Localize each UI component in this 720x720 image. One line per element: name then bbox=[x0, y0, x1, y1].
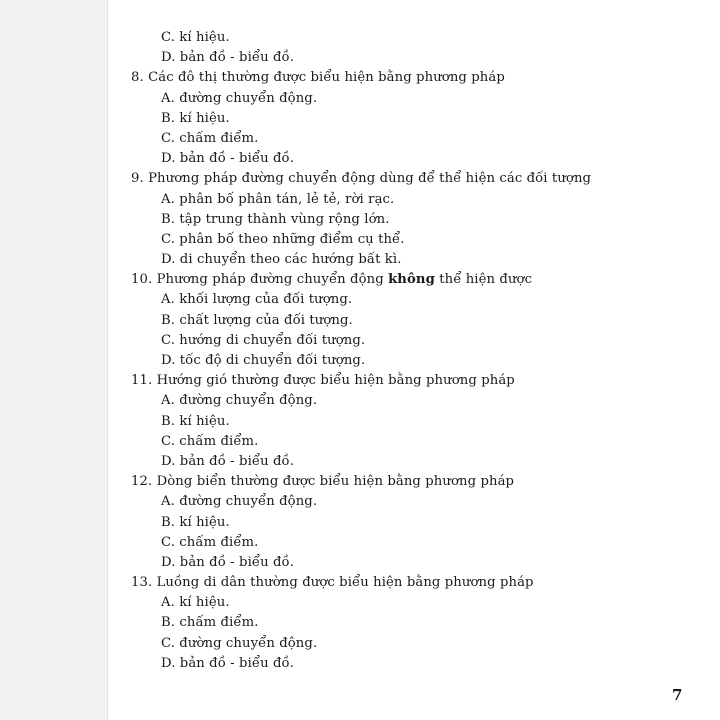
question-emphasis: không bbox=[388, 272, 435, 288]
answer-option: A. đường chuyển động. bbox=[161, 494, 318, 510]
question-text: 10. Phương pháp đường chuyển động bbox=[131, 272, 389, 288]
answer-option: D. bản đồ - biểu đồ. bbox=[161, 50, 294, 66]
answer-option: B. kí hiệu. bbox=[161, 413, 230, 429]
answer-option: B. kí hiệu. bbox=[161, 110, 230, 126]
answer-option: B. tập trung thành vùng rộng lớn. bbox=[161, 211, 390, 227]
answer-option: B. kí hiệu. bbox=[161, 514, 230, 530]
question-text: 8. Các đô thị thường được biểu hiện bằng phương pháp bbox=[131, 70, 505, 86]
question-block bbox=[131, 472, 691, 573]
question-text: thể hiện được bbox=[434, 272, 533, 288]
question-text: 12. Dòng biển thường được biểu hiện bằng phương pháp bbox=[131, 474, 515, 490]
answer-option: A. đường chuyển động. bbox=[161, 90, 318, 106]
answer-option: A. đường chuyển động. bbox=[161, 393, 318, 409]
answer-option: C. kí hiệu. bbox=[161, 30, 230, 45]
answer-option: D. bản đồ - biểu đồ. bbox=[161, 655, 294, 671]
question-stem bbox=[131, 68, 691, 88]
answer-option: C. phân bố theo những điểm cụ thể. bbox=[161, 231, 405, 247]
question-stem bbox=[131, 270, 691, 290]
answer-option: A. phân bố phân tán, lẻ tẻ, rời rạc. bbox=[161, 191, 395, 207]
answer-option: A. kí hiệu. bbox=[161, 595, 230, 611]
question-text: 11. Hướng gió thường được biểu hiện bằng phương pháp bbox=[131, 373, 515, 389]
question-stem bbox=[131, 573, 691, 593]
answer-option: C. chấm điểm. bbox=[161, 534, 259, 550]
questions-container bbox=[131, 68, 691, 674]
answer-option: C. đường chuyển động. bbox=[161, 635, 318, 651]
answer-option: C. chấm điểm. bbox=[161, 433, 259, 449]
question-stem bbox=[131, 169, 691, 189]
question-text: 9. Phương pháp đường chuyển động dùng để thể hiện các đối tượng bbox=[131, 171, 592, 187]
question-block bbox=[131, 270, 691, 371]
page-number: 7 bbox=[672, 686, 683, 704]
answer-option: D. tốc độ di chuyển đối tượng. bbox=[161, 353, 366, 368]
answer-option: B. chất lượng của đối tượng. bbox=[161, 312, 353, 328]
question-block bbox=[131, 371, 691, 472]
answer-option: C. hướng di chuyển đối tượng. bbox=[161, 332, 366, 348]
answer-option: D. bản đồ - biểu đồ. bbox=[161, 453, 294, 469]
answer-option: A. khối lượng của đối tượng. bbox=[161, 292, 353, 308]
question-list bbox=[131, 28, 691, 674]
answer-option: B. chấm điểm. bbox=[161, 615, 259, 631]
answer-option: D. di chuyển theo các hướng bất kì. bbox=[161, 252, 402, 268]
question-block bbox=[131, 169, 691, 270]
question-text: 13. Luồng di dân thường được biểu hiện bằng phương pháp bbox=[131, 575, 534, 591]
document-page bbox=[108, 0, 720, 720]
question-block bbox=[131, 573, 691, 674]
answer-option: D. bản đồ - biểu đồ. bbox=[161, 554, 294, 570]
question-stem bbox=[131, 371, 691, 391]
answer-option: D. bản đồ - biểu đồ. bbox=[161, 151, 294, 167]
question-stem bbox=[131, 472, 691, 492]
question-block bbox=[131, 68, 691, 169]
answer-option: C. chấm điểm. bbox=[161, 130, 259, 146]
